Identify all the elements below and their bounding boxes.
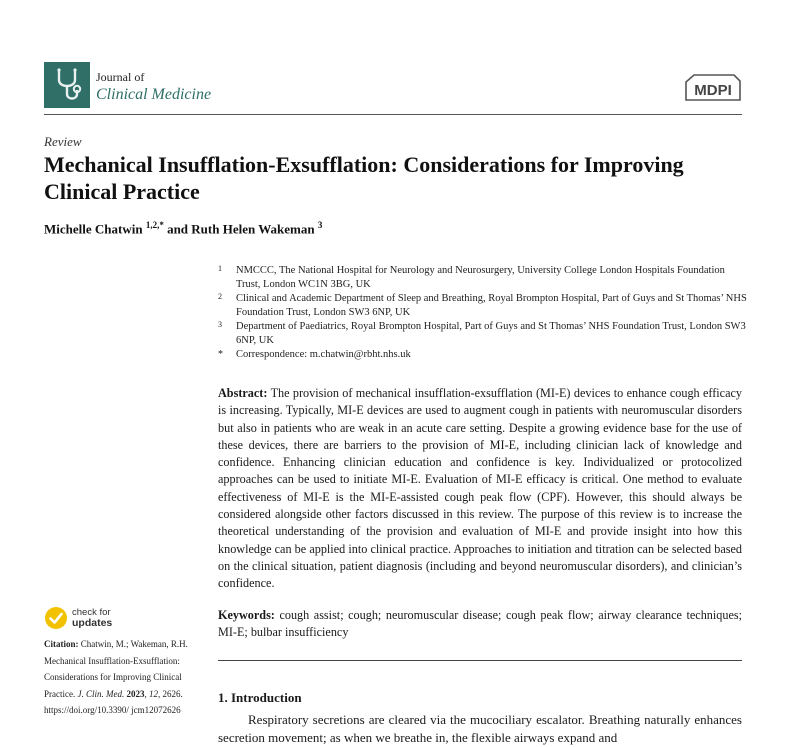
citation-journal: J. Clin. Med.: [77, 688, 125, 699]
citation-year: 2023: [126, 688, 145, 699]
check-updates-line1: check for: [72, 607, 111, 618]
abstract: [218, 385, 742, 593]
author-affiliation-marks: 3: [317, 220, 323, 230]
header-divider: [44, 114, 742, 115]
citation-volume: 12: [148, 688, 158, 699]
check-updates-icon: [44, 606, 68, 630]
journal-logo: [44, 62, 90, 108]
abstract-text: The provision of mechanical insufflation-exsufflation (MI-E) devices to enhance cough efficacy is increasing. Typically, MI-E devices are used to augment cough in patients with neuromuscular disorders but also in patients who are weak in an acute care setting. Despite a growing evidence base for the use of these devices, there are barriers to the provision of MI-E, including clinician lack of knowledge and confidence. Enhancing clinician education and confidence is key. Individualized or protocolized approaches can be used to initiate MI-E. Evaluation of MI-E efficacy is critical. One method to evaluate effectiveness of MI-E is the MI-E-assisted cough peak flow (CPF). However, this should always be considered alongside other factors discussed in this review. The purpose of this review is to increase the theoretical understanding of the provision and evaluation of MI-E and provide insight into how this knowledge can be applied into clinical practice. Approaches to initiation and titration can be selected based on the clinical situation, patient diagnosis (including and beyond neuromuscular disorders), and clinician’s confidence.: [218, 386, 743, 591]
keywords-text: cough assist; cough; neuromuscular disease; cough peak flow; airway clearance techniques; MI-E; bulbar insufficiency: [218, 608, 742, 640]
affiliation-item: [218, 292, 748, 320]
author-affiliation-marks: 1,2,*: [145, 220, 164, 230]
affiliation-list: [218, 264, 748, 362]
citation-doi: , 2626. https://doi.org/10.3390/ jcm12072626: [44, 688, 183, 715]
abstract-label: Abstract:: [218, 386, 268, 400]
introduction-paragraph: Respiratory secretions are cleared via the mucociliary escalator. Breathing naturally enhances secretion movement; as when we breathe in, the flexible airways expand and: [218, 712, 742, 745]
article-type: Review: [44, 134, 82, 149]
mdpi-logo: [684, 72, 742, 102]
affiliation-item: [218, 264, 748, 292]
section-heading-introduction: 1. Introduction: [218, 690, 302, 705]
journal-name: [96, 68, 211, 104]
correspondence-mark: *: [218, 349, 223, 360]
affiliation-text: Department of Paediatrics, Royal Brompton Hospital, Part of Guys and St Thomas’ NHS Foundation Trust, London SW3 6NP, UK: [236, 321, 746, 346]
author-separator: and: [163, 221, 192, 237]
affiliation-mark: 3: [218, 320, 222, 329]
stethoscope-icon: [50, 66, 84, 104]
journal-name-line1: Journal of: [96, 70, 145, 84]
keywords: [218, 607, 742, 642]
section-divider: [218, 660, 742, 661]
affiliation-text: Clinical and Academic Department of Sleep and Breathing, Royal Brompton Hospital, Part of Guys and St Thomas’ NHS Foundation Trust, London SW3 6NP, UK: [236, 293, 747, 318]
affiliation-mark: 2: [218, 292, 222, 301]
keywords-label: Keywords:: [218, 608, 275, 622]
author-name: Michelle Chatwin: [44, 221, 143, 237]
check-for-updates-badge[interactable]: [44, 606, 112, 630]
affiliation-text: NMCCC, The National Hospital for Neurology and Neurosurgery, University College London Hospitals Foundation Trust, London WC1N 3BG, UK: [236, 265, 725, 290]
journal-name-line2: Clinical Medicine: [96, 86, 212, 103]
correspondence-item: [218, 348, 748, 362]
author-name: Ruth Helen Wakeman: [191, 221, 315, 237]
citation-label: Citation:: [44, 639, 79, 649]
correspondence-text: Correspondence: m.chatwin@rbht.nhs.uk: [236, 349, 411, 360]
affiliation-item: [218, 320, 748, 348]
citation-authors: Chatwin, M.; Wakeman, R.H. Mechanical Insufflation-Exsufflation: Considerations for Improving Clinical Practice.: [44, 639, 188, 699]
citation-block: Citation: Chatwin, M.; Wakeman, R.H. Mechanical Insufflation-Exsufflation: Considerations for Improving Clinical Practice. J. Clin. Med. 2023, 12, 2626. https://doi.org/10.3390/ jcm12072626: [44, 639, 188, 715]
author-list: [44, 220, 322, 237]
check-updates-line2: updates: [72, 617, 113, 629]
article-title: Mechanical Insufflation-Exsufflation: Considerations for Improving Clinical Practice: [44, 152, 684, 204]
affiliation-mark: 1: [218, 264, 222, 273]
publisher-logo-text: MDPI: [694, 82, 732, 99]
